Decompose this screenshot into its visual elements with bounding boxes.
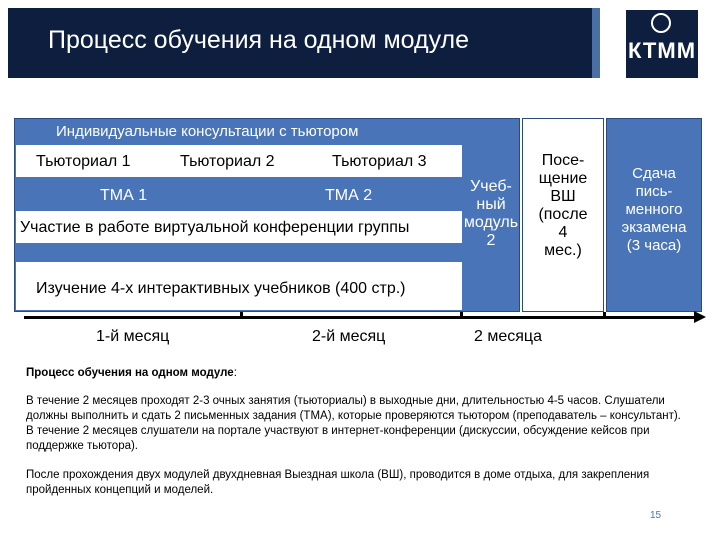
page-number: 15 <box>650 510 662 521</box>
tma-1: ТМА 1 <box>100 187 148 204</box>
notes-paragraph-2: После прохождения двух модулей двухдневная Выездная школа (ВШ), проводится в доме отдыха, для закрепления пройденных концепций и моделей. <box>26 469 650 496</box>
month-2-label: 2-й месяц <box>312 328 386 345</box>
logo-emblem-icon <box>651 13 671 33</box>
conference-label: Участие в работе виртуальной конференции группы <box>20 219 410 236</box>
tutorial-2: Тьюториал 2 <box>180 153 275 170</box>
two-months-label: 2 месяца <box>474 328 542 345</box>
logo-text: КТММ <box>627 38 697 63</box>
exam-label: Сдача пись- менного экзамена (3 часа) <box>621 165 687 254</box>
month-1-label: 1-й месяц <box>96 328 170 345</box>
tma-2: ТМА 2 <box>325 187 373 204</box>
notes-heading-colon: : <box>233 367 237 379</box>
notes-paragraph-1: В течение 2 месяцев проходят 2-3 очных занятия (тьюториалы) в выходные дни, длительностью 4-5 часов. Слушатели должны выполнить и сдать 2 письменных задания (ТМА), которые проверяются тьютором (преподаватель – консультант). В течение 2 месяцев слушатели на портале участвуют в интернет-конференции (дискуссии, обсуждение кейсов при поддержке тьютора). <box>26 395 681 452</box>
notes-heading-text: Процесс обучения на одном модуле <box>26 367 234 379</box>
timeline-tick <box>240 312 243 317</box>
module-label: Учеб- ный модуль 2 <box>463 178 519 249</box>
timeline-tick <box>603 312 606 317</box>
timeline-tick <box>460 312 463 317</box>
tutorial-3: Тьюториал 3 <box>332 153 427 170</box>
tutorial-1: Тьюториал 1 <box>36 153 131 170</box>
consultations-label: Индивидуальные консультации с тьютором <box>56 123 359 140</box>
timeline-axis <box>24 316 700 319</box>
school-visit-label: Посе- щение ВШ (после 4 мес.) <box>538 152 588 259</box>
notes-heading <box>26 366 690 381</box>
textbooks-label: Изучение 4-х интерактивных учебников (400 стр.) <box>36 280 406 297</box>
arrow-right-icon <box>694 311 706 323</box>
page-title: Процесс обучения на одном модуле <box>48 26 470 54</box>
